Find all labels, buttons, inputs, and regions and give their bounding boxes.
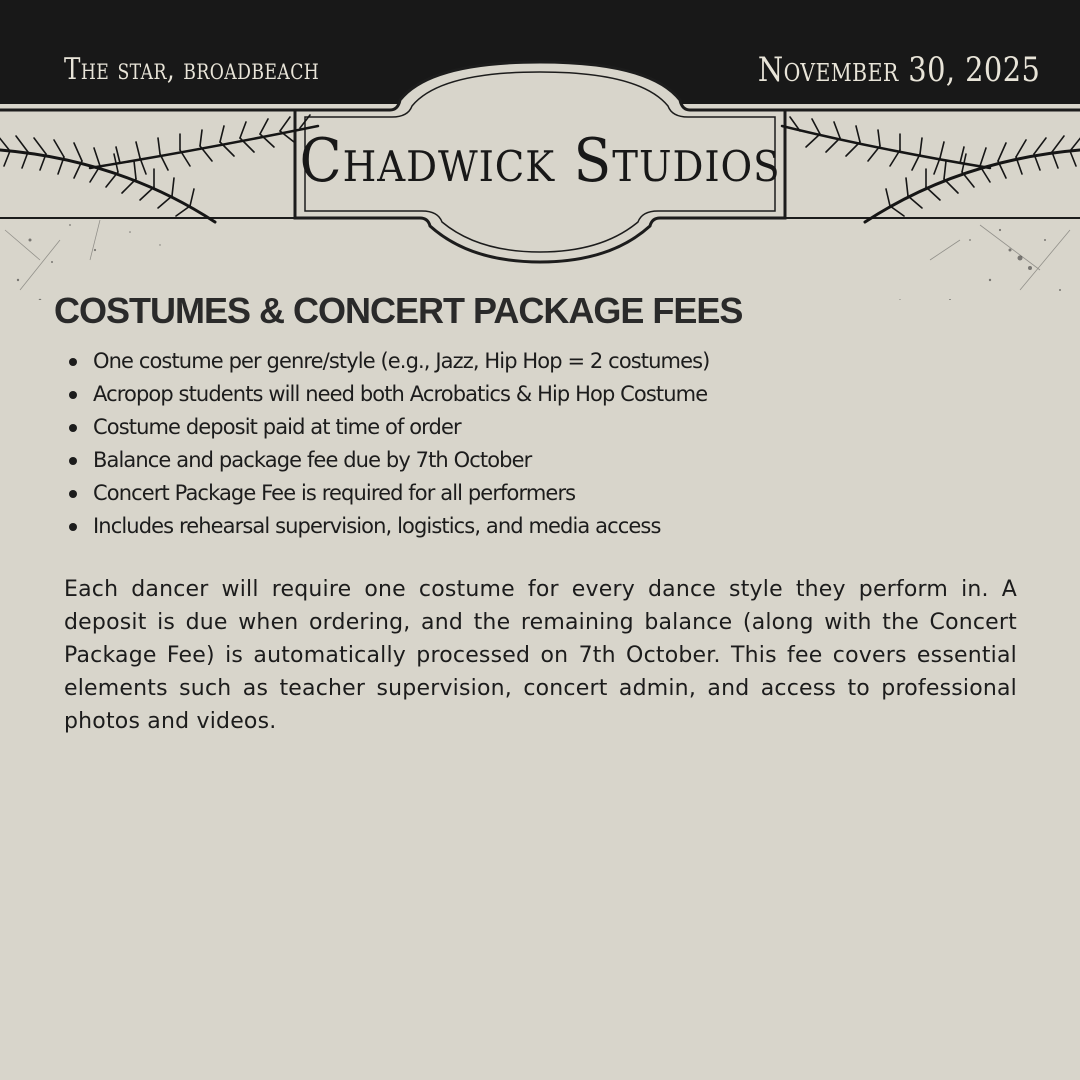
bullet-dot-icon: [69, 457, 77, 465]
fee-bullet-list: [93, 345, 709, 543]
bullet-dot-icon: [69, 358, 77, 366]
studio-title: Chadwick Studios: [299, 126, 781, 196]
list-item: [93, 345, 709, 378]
list-item-text: Costume deposit paid at time of order: [93, 415, 461, 439]
list-item: [93, 444, 709, 477]
list-item: [93, 510, 709, 543]
list-item: [93, 411, 709, 444]
list-item-text: Concert Package Fee is required for all performers: [93, 481, 576, 505]
bullet-dot-icon: [69, 523, 77, 531]
list-item: [93, 477, 709, 510]
list-item-text: One costume per genre/style (e.g., Jazz, Hip Hop = 2 costumes): [93, 349, 710, 373]
list-item-text: Acropop students will need both Acrobatics & Hip Hop Costume: [93, 382, 708, 406]
list-item: [93, 378, 709, 411]
bullet-dot-icon: [69, 490, 77, 498]
fee-description-paragraph: Each dancer will require one costume for every dance style they perform in. A deposit is due when ordering, and the remaining balance (along with the Concert Package Fee) is automatically processed on 7th October. This fee covers essential elements such as teacher supervision, concert admin, and access to professional photos and videos.: [64, 577, 1017, 734]
bullet-dot-icon: [69, 391, 77, 399]
list-item-text: Balance and package fee due by 7th October: [93, 448, 532, 472]
list-item-text: Includes rehearsal supervision, logistics, and media access: [93, 514, 661, 538]
venue-label: The star, broadbeach: [64, 52, 320, 87]
bullet-dot-icon: [69, 424, 77, 432]
section-heading: COSTUMES & CONCERT PACKAGE FEES: [54, 290, 743, 331]
event-date: November 30, 2025: [757, 50, 1040, 90]
